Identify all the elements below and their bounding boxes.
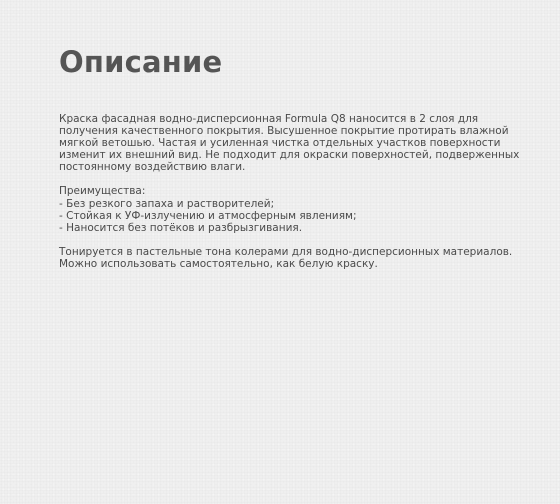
advantage-item: - Стойкая к УФ-излучению и атмосферным явлениям; <box>59 209 357 222</box>
description-paragraph <box>59 113 519 173</box>
text-line: Можно использовать самостоятельно, как белую краску. <box>59 257 378 270</box>
text-line: получения качественного покрытия. Высушенное покрытие протирать влажной <box>59 125 509 138</box>
text-line: Краска фасадная водно-дисперсионная Formula Q8 наносится в 2 слоя для <box>59 113 479 125</box>
text-line: изменит их внешний вид. Не подходит для окраски поверхностей, подверженных <box>59 149 520 162</box>
text-line: мягкой ветошью. Частая и усиленная чистка отдельных участков поверхности <box>59 137 501 150</box>
advantage-item: - Без резкого запаха и растворителей; <box>59 197 275 210</box>
text-line: Тонируется в пастельные тона колерами для водно-дисперсионных материалов. <box>59 245 513 258</box>
description-body <box>59 113 519 282</box>
advantages-heading: Преимущества: <box>59 185 146 198</box>
advantage-item: - Наносится без потёков и разбрызгивания. <box>59 221 303 234</box>
page-title: Описание <box>59 45 223 79</box>
text-line: постоянному воздействию влаги. <box>59 161 246 174</box>
advantages-section <box>59 185 519 233</box>
tinting-paragraph <box>59 246 519 270</box>
